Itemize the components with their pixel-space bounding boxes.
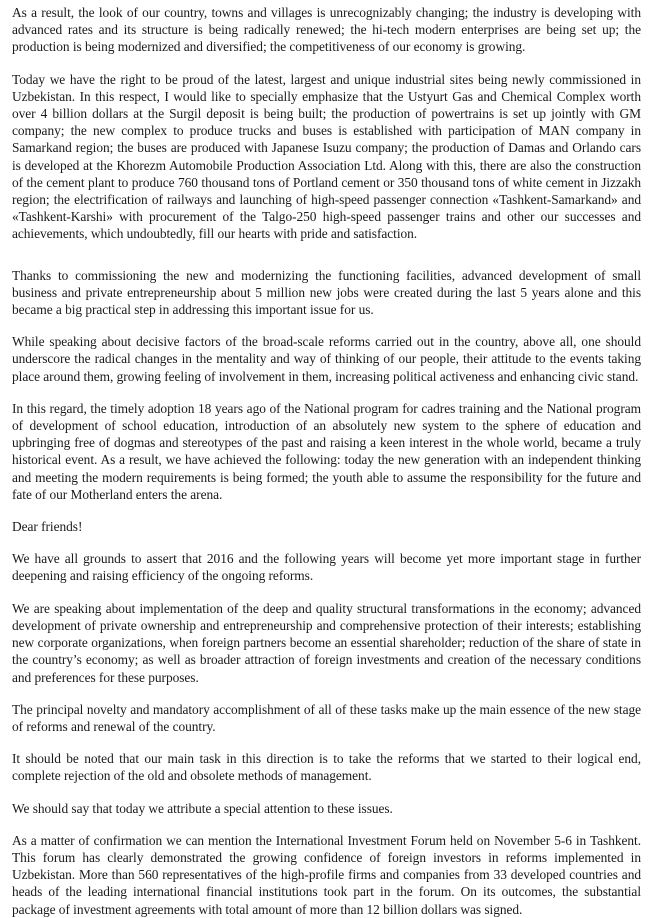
paragraph-2016-reforms: We have all grounds to assert that 2016 and the following years will become yet more important stage in further deepening and raising efficiency of the ongoing reforms. bbox=[12, 551, 641, 584]
paragraph-spacer bbox=[12, 735, 641, 750]
paragraph-spacer bbox=[12, 503, 641, 518]
paragraph-industrial-sites: Today we have the right to be proud of the latest, largest and unique industrial sites being newly commissioned in Uzbekistan. In this respect, I would like to specially emphasize that the Ustyurt Gas and Chemical Complex worth over 4 billion dollars at the Surgil deposit is being built; the production of powertrains is set up jointly with GM company; the new complex to produce trucks and buses is established with participation of MAN company in Samarkand region; the buses are produced with Japanese Isuzu company; the production of Damas and Orlando cars is developed at the Khorezm Automobile Production Association Ltd. Along with this, there are also the construction of the cement plant to produce 760 thousand tons of Portland cement or 350 thousand tons of white cement in Jizzakh region; the electrification of railways and launching of high-speed passenger connection «Tashkent-Samarkand» and «Tashkent-Karshi» with procurement of the Talgo-250 high-speed passenger trains and other our successes and achievements, which undoubtedly, fill our hearts with pride and satisfaction. bbox=[12, 71, 641, 242]
paragraph-investment-forum: As a matter of confirmation we can mention the International Investment Forum held on November 5-6 in Tashkent. This forum has clearly demonstrated the growing confidence of foreign investors in reforms implemented in Uzbekistan. More than 560 representatives of the high-profile firms and companies from 33 developed countries and heads of the leading international financial institutions took part in the forum. On its outcomes, the substantial package of investment agreements with total amount of more than 12 billion dollars was signed. bbox=[12, 832, 641, 917]
paragraph-spacer bbox=[12, 817, 641, 832]
paragraph-new-jobs: Thanks to commissioning the new and modernizing the functioning facilities, advanced development of small business and private entrepreneurship about 5 million new jobs were created during the last 5 years alone and this became a big practical step in addressing this important issue for us. bbox=[12, 267, 641, 318]
paragraph-spacer bbox=[12, 243, 641, 267]
paragraph-decisive-factors: While speaking about decisive factors of the broad-scale reforms carried out in the country, above all, one should underscore the radical changes in the mentality and way of thinking of our people, their attitude to the events taking place around them, growing feeling of involvement in them, increasing political activeness and enhancing civic stand. bbox=[12, 334, 641, 384]
paragraph-spacer bbox=[12, 535, 641, 550]
paragraph-greeting: Dear friends! bbox=[12, 519, 83, 535]
paragraph-education-program: In this regard, the timely adoption 18 years ago of the National program for cadres training and the National program of development of school education, introduction of an absolutely new system to the sphere of education and upbringing free of dogmas and stereotypes of the past and raising a keen interest in the whole world, became a truly historical event. As a result, we have achieved the following: today the new generation with an independent thinking and meeting the modern requirements is being formed; the youth able to assume the responsibility for the future and fate of our Motherland enters the arena. bbox=[12, 400, 641, 502]
paragraph-spacer bbox=[12, 56, 641, 71]
paragraph-spacer bbox=[12, 585, 641, 600]
paragraph-special-attention: We should say that today we attribute a special attention to these issues. bbox=[12, 800, 393, 816]
paragraph-principal-novelty: The principal novelty and mandatory accomplishment of all of these tasks make up the main essence of the new stage of reforms and renewal of the country. bbox=[12, 701, 641, 734]
paragraph-spacer bbox=[12, 385, 641, 400]
paragraph-main-task: It should be noted that our main task in this direction is to take the reforms that we started to their logical end, complete rejection of the old and obsolete methods of management. bbox=[12, 751, 641, 784]
paragraph-structural-transformations: We are speaking about implementation of the deep and quality structural transformations in the economy; advanced development of private ownership and entrepreneurship and comprehensive protection of their interests; establishing new corporate organizations, when foreign partners become an essential shareholder; reduction of the share of state in the country’s economy; as well as broader attraction of foreign investments and creation of the necessary conditions and preferences for these purposes. bbox=[12, 600, 641, 685]
paragraph-spacer bbox=[12, 686, 641, 701]
paragraph-spacer bbox=[12, 318, 641, 333]
paragraph-spacer bbox=[12, 785, 641, 800]
paragraph-results-overview: As a result, the look of our country, towns and villages is unrecognizably changing; the industry is developing with advanced rates and its structure is being radically renewed; the hi-tech modern enterprises are being set up; the production is being modernized and diversified; the competitiveness of our economy is growing. bbox=[12, 5, 641, 55]
